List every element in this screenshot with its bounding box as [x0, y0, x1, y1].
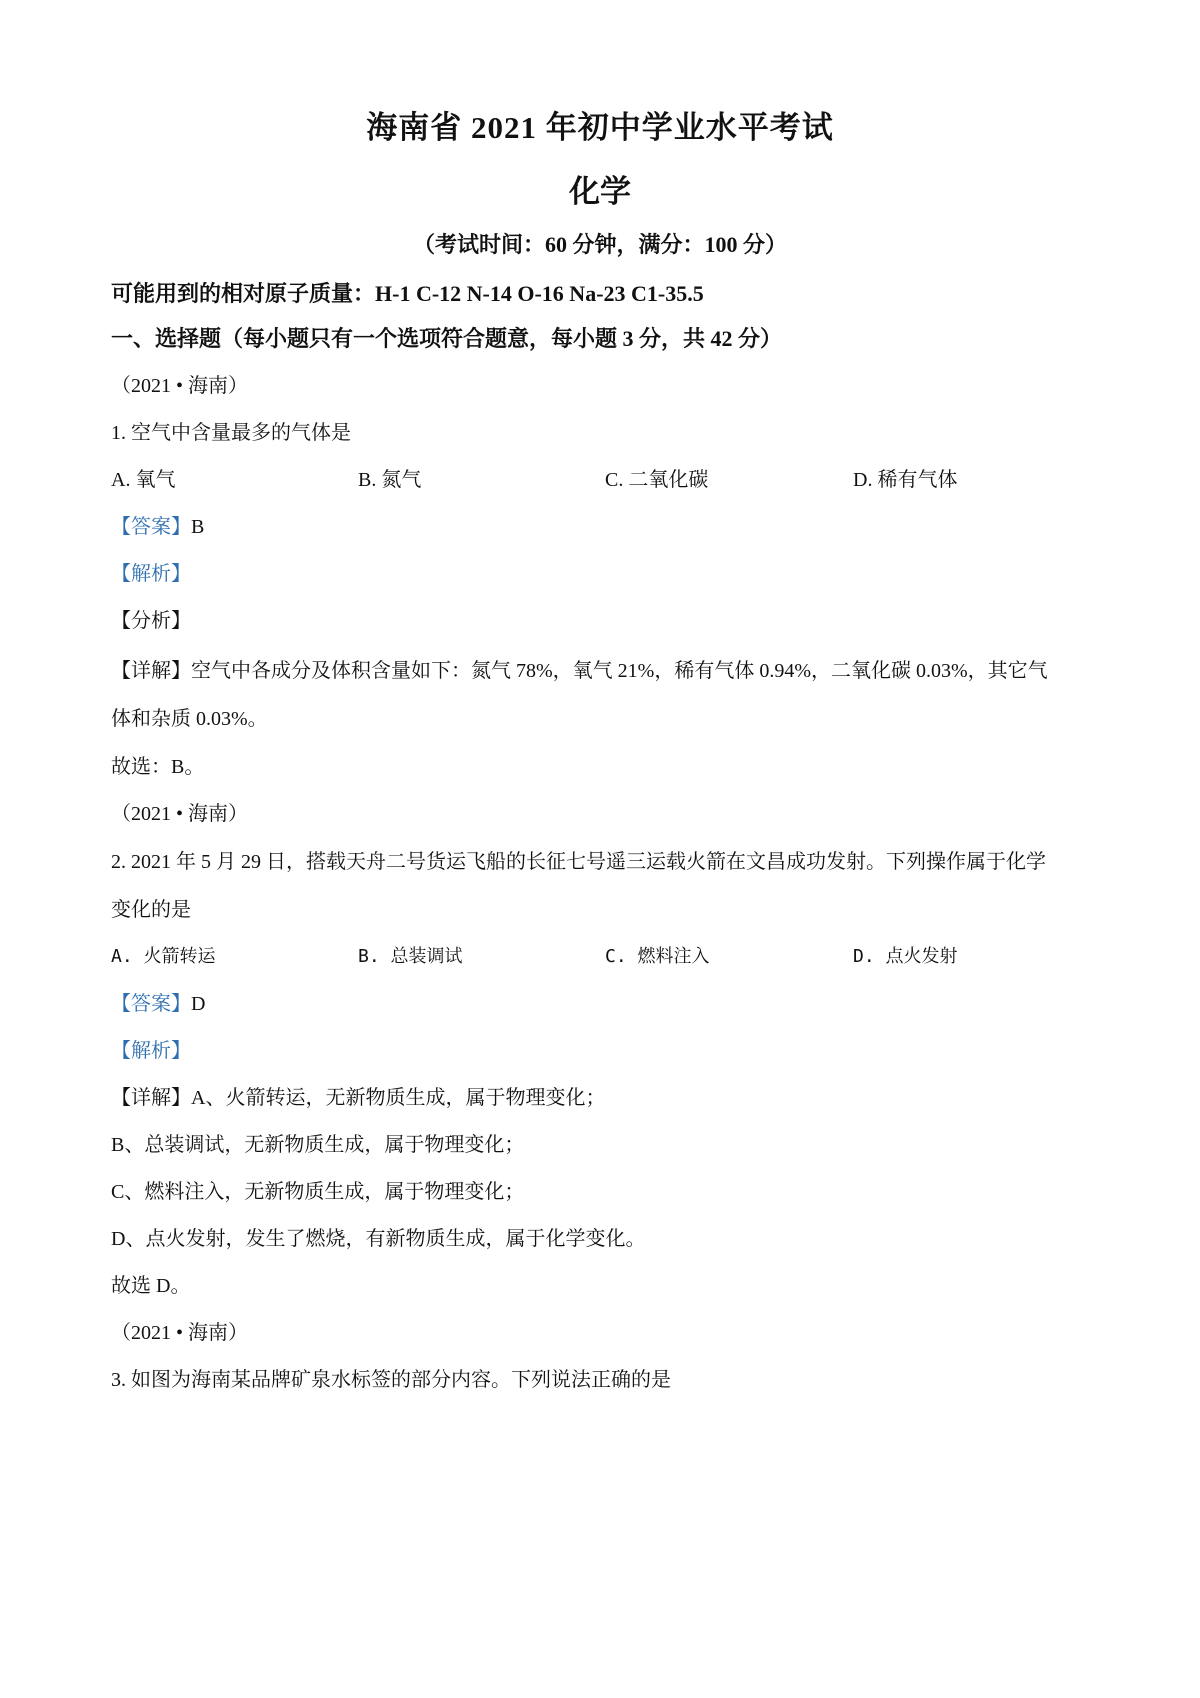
atomic-masses: 可能用到的相对原子质量：H-1 C-12 N-14 O-16 Na-23 C1-35.5 [111, 281, 704, 306]
answer-tag: 【答案】 [111, 993, 191, 1015]
q1-answer [111, 514, 204, 540]
q2-option-d: D. 点火发射 [853, 946, 958, 967]
q2-analysis-tag: 【解析】 [111, 1040, 191, 1062]
q1-option-b: B. 氮气 [358, 469, 422, 491]
q1-detail-line1: 【详解】空气中各成分及体积含量如下：氮气 78%，氧气 21%，稀有气体 0.94%，二氧化碳 0.03%，其它气 [111, 660, 1048, 682]
q1-conclusion: 故选：B。 [111, 756, 205, 778]
q2-detail-c: C、燃料注入，无新物质生成，属于物理变化； [111, 1181, 525, 1203]
q1-fenxi: 【分析】 [111, 610, 191, 632]
q1-option-d: D. 稀有气体 [853, 469, 958, 491]
q1-detail-line2: 体和杂质 0.03%。 [111, 708, 268, 730]
subject-title: 化学 [569, 174, 631, 209]
answer-tag: 【答案】 [111, 516, 191, 538]
q1-source: （2021 • 海南） [111, 375, 249, 397]
q1-stem: 1. 空气中含量最多的气体是 [111, 422, 351, 444]
q3-stem: 3. 如图为海南某品牌矿泉水标签的部分内容。下列说法正确的是 [111, 1369, 671, 1391]
q2-option-a: A. 火箭转运 [111, 946, 216, 967]
q2-option-c: C. 燃料注入 [605, 946, 710, 967]
q2-detail-a: 【详解】A、火箭转运，无新物质生成，属于物理变化； [111, 1087, 606, 1109]
section-heading: 一、选择题（每小题只有一个选项符合题意，每小题 3 分，共 42 分） [111, 326, 783, 351]
answer-value: B [191, 516, 205, 538]
q2-stem-line1: 2. 2021 年 5 月 29 日，搭载天舟二号货运飞船的长征七号遥三运载火箭在文昌成功发射。下列操作属于化学 [111, 851, 1046, 873]
q1-analysis-tag: 【解析】 [111, 563, 191, 585]
q2-detail-b: B、总装调试，无新物质生成，属于物理变化； [111, 1134, 525, 1156]
q2-answer [111, 991, 205, 1017]
exam-info: （考试时间：60 分钟，满分：100 分） [412, 232, 787, 257]
answer-value: D [191, 993, 206, 1015]
q2-source: （2021 • 海南） [111, 803, 249, 825]
q1-option-a: A. 氧气 [111, 469, 176, 491]
q3-source: （2021 • 海南） [111, 1322, 249, 1344]
q2-stem-line2: 变化的是 [111, 899, 191, 921]
q2-detail-d: D、点火发射，发生了燃烧，有新物质生成，属于化学变化。 [111, 1228, 646, 1250]
q2-conclusion: 故选 D。 [111, 1275, 191, 1297]
exam-title: 海南省 2021 年初中学业水平考试 [366, 110, 834, 145]
q1-option-c: C. 二氧化碳 [605, 469, 709, 491]
q2-option-b: B. 总装调试 [358, 946, 463, 967]
